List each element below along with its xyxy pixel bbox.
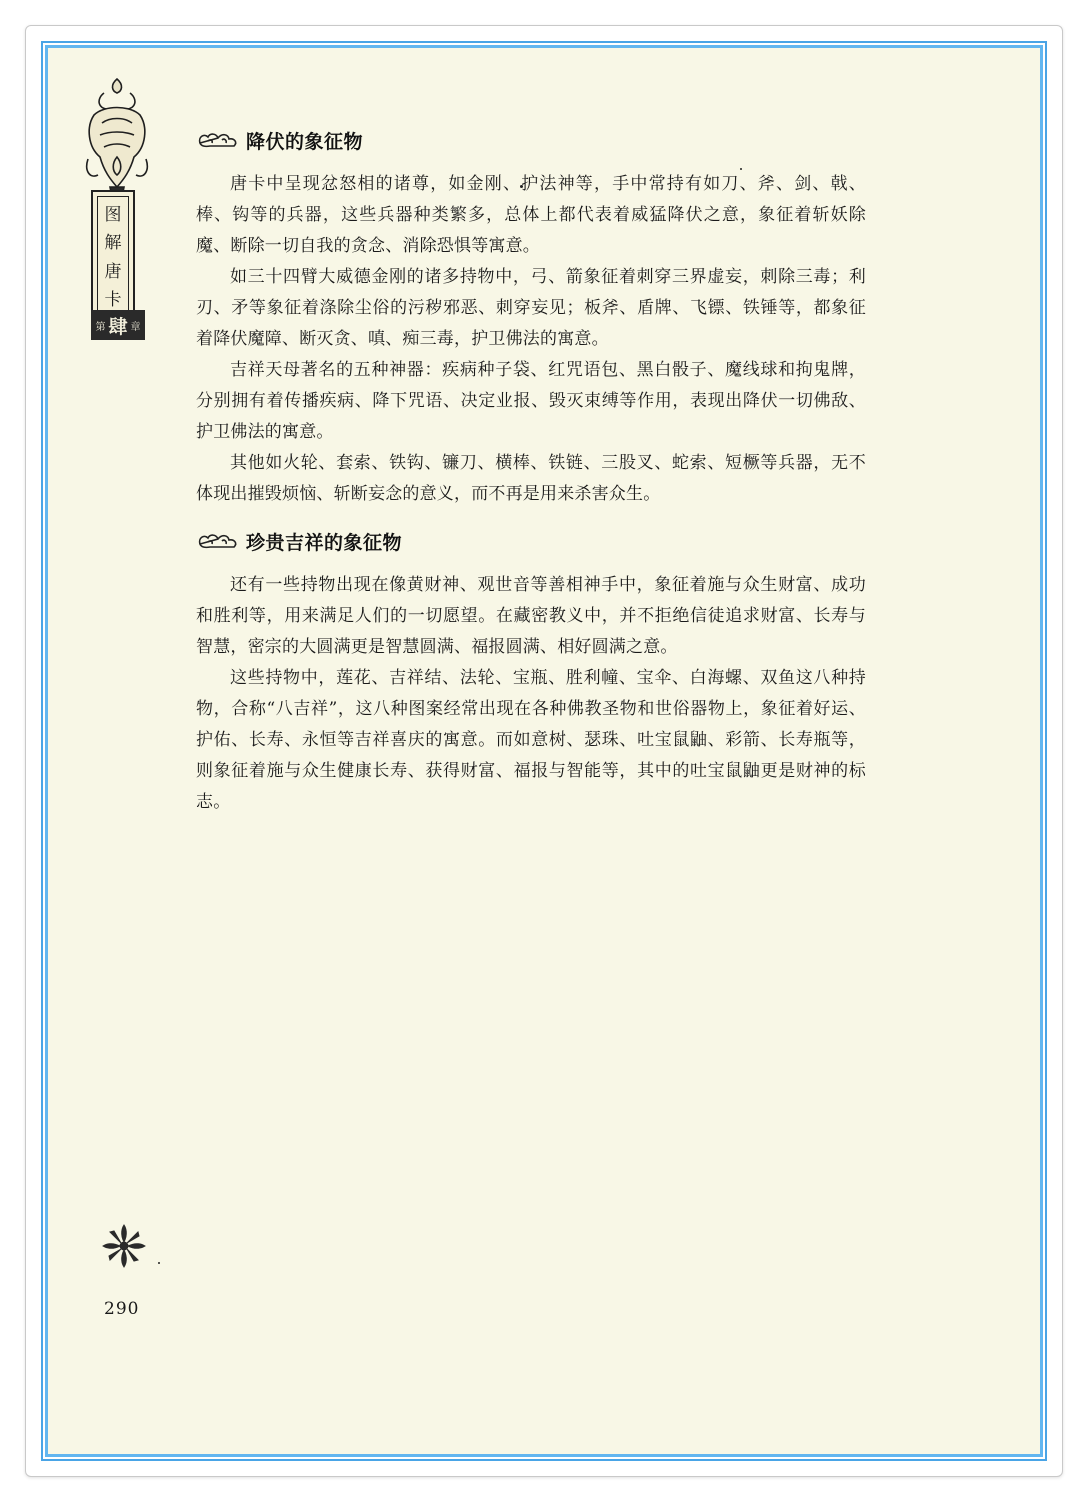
paragraph: 唐卡中呈现忿怒相的诸尊，如金刚、护法神等，手中常持有如刀、斧、剑、戟、棒、钩等的兵器，这些兵器种类繁多，总体上都代表着威猛降伏之意，象征着斩妖除魔、断除一切自我的贪念、消除恐惧等寓意。	[196, 174, 866, 256]
paragraph: 还有一些持物出现在像黄财神、观世音等善相神手中，象征着施与众生财富、成功和胜利等，用来满足人们的一切愿望。在藏密教义中，并不拒绝信徒追求财富、长寿与智慧，密宗的大圆满更是智慧圆满、福报圆满、相好圆满之意。	[196, 575, 866, 657]
book-title-label	[91, 190, 135, 326]
paragraph: 其他如火轮、套索、铁钩、镰刀、横棒、铁链、三股叉、蛇索、短橛等兵器，无不体现出摧毁烦恼、斩断妄念的意义，而不再是用来杀害众生。	[196, 453, 866, 504]
chapter-prefix: 第	[95, 321, 106, 333]
paragraph: 吉祥天母著名的五种神器：疾病种子袋、红咒语包、黑白骰子、魔线球和拘鬼牌，分别拥有着传播疾病、降下咒语、决定业报、毁灭束缚等作用，表现出降伏一切佛敌、护卫佛法的寓意。	[196, 360, 866, 442]
main-content	[196, 123, 866, 818]
section-heading	[196, 524, 866, 558]
chapter-badge	[91, 310, 145, 340]
vajra-ornament-icon	[100, 1222, 148, 1270]
section-title: 降伏的象征物	[246, 130, 364, 153]
cloud-scroll-icon	[196, 530, 240, 552]
book-title-char: 唐	[104, 261, 122, 282]
chapter-number: 肆	[108, 315, 128, 338]
book-title-char: 图	[104, 205, 122, 226]
cloud-scroll-icon	[196, 129, 240, 151]
book-title-char: 卡	[104, 289, 122, 310]
section-title: 珍贵吉祥的象征物	[246, 531, 403, 554]
section-heading	[196, 123, 866, 157]
page-number: 290	[104, 1299, 140, 1319]
book-title-char: 解	[104, 233, 122, 254]
paragraph: 这些持物中，莲花、吉祥结、法轮、宝瓶、胜利幢、宝伞、白海螺、双鱼这八种持物，合称“八吉祥”，这八种图案经常出现在各种佛教圣物和世俗器物上，象征着好运、护佑、长寿、永恒等吉祥喜庆的寓意。而如意树、瑟珠、吐宝鼠鼬、彩箭、长寿瓶等，则象征着施与众生健康长寿、获得财富、福报与智能等，其中的吐宝鼠鼬更是财神的标志。	[196, 668, 866, 812]
chapter-suffix: 章	[130, 321, 141, 333]
paragraph: 如三十四臂大威德金刚的诸多持物中，弓、箭象征着刺穿三界虚妄，刺除三毒；利刃、矛等象征着涤除尘俗的污秽邪恶、刺穿妄见；板斧、盾牌、飞镖、铁锤等，都象征着降伏魔障、断灭贪、嗔、痴三毒，护卫佛法的寓意。	[196, 267, 866, 349]
speck	[158, 1262, 160, 1264]
